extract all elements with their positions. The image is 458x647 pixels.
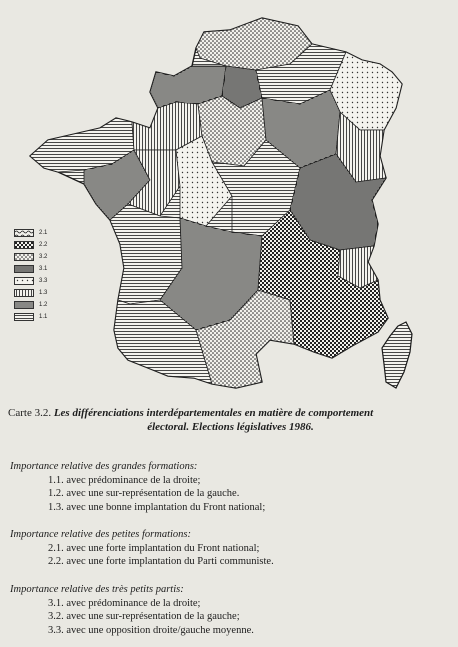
section-heading: Importance relative des petites formations: xyxy=(10,529,191,540)
legend-item xyxy=(14,275,74,287)
section-item: 1.3. avec une bonne implantation du Front national; xyxy=(48,501,266,513)
legend-swatch-vertical-light-icon xyxy=(14,289,34,297)
section-item: 2.2. avec une forte implantation du Parti communiste. xyxy=(48,556,274,567)
legend-swatch-checker-icon xyxy=(14,241,34,249)
section-item: 3.1. avec prédominance de la droite; xyxy=(48,597,201,609)
caption-number: Carte 3.2. xyxy=(8,407,52,419)
legend-item xyxy=(14,239,74,251)
section-item: 3.2. avec une sur-représentation de la gauche; xyxy=(48,611,240,622)
legend-swatch-horizontal-light-icon xyxy=(14,313,34,321)
legend-item xyxy=(14,263,74,275)
legend-section-petites-formations xyxy=(10,528,450,569)
caption-title: Les différenciations interdépartementales en matière de comportement xyxy=(53,407,374,419)
corsica-island xyxy=(382,322,412,388)
legend-item xyxy=(14,251,74,263)
legend-item xyxy=(14,227,74,239)
legend-code: 1.2 xyxy=(39,302,48,308)
legend-code: 2.1 xyxy=(39,230,48,236)
legend-code: 1.1 xyxy=(39,314,48,320)
legend-code: 3.3 xyxy=(39,278,48,284)
section-heading: Importance relative des très petits partis: xyxy=(10,584,184,595)
section-item: 2.1. avec une forte implantation du Front national; xyxy=(48,542,260,554)
legend-section-grandes-formations xyxy=(10,460,450,514)
legend-swatch-dots-dense-icon xyxy=(14,253,34,261)
map-legend xyxy=(14,227,74,323)
section-item: 1.1. avec prédominance de la droite; xyxy=(48,474,201,486)
legend-swatch-horizontal-dense-icon xyxy=(14,301,34,309)
legend-item xyxy=(14,299,74,311)
legend-swatch-dots-light-icon xyxy=(14,277,34,285)
legend-code: 2.2 xyxy=(39,242,48,248)
section-heading: Importance relative des grandes formations: xyxy=(10,461,198,472)
legend-swatch-wavy-icon xyxy=(14,229,34,237)
legend-code: 3.1 xyxy=(39,266,48,272)
map-caption xyxy=(8,406,453,434)
caption-title-line2: électoral. Elections législatives 1986. xyxy=(147,421,314,433)
section-item: 3.3. avec une opposition droite/gauche moyenne. xyxy=(48,624,254,636)
legend-swatch-vertical-dense-icon xyxy=(14,265,34,273)
legend-code: 3.2 xyxy=(39,254,48,260)
legend-code: 1.3 xyxy=(39,290,48,296)
legend-section-tres-petits-partis xyxy=(10,583,450,637)
legend-item xyxy=(14,287,74,299)
legend-item xyxy=(14,311,74,323)
section-item: 1.2. avec une sur-représentation de la gauche. xyxy=(48,488,240,499)
